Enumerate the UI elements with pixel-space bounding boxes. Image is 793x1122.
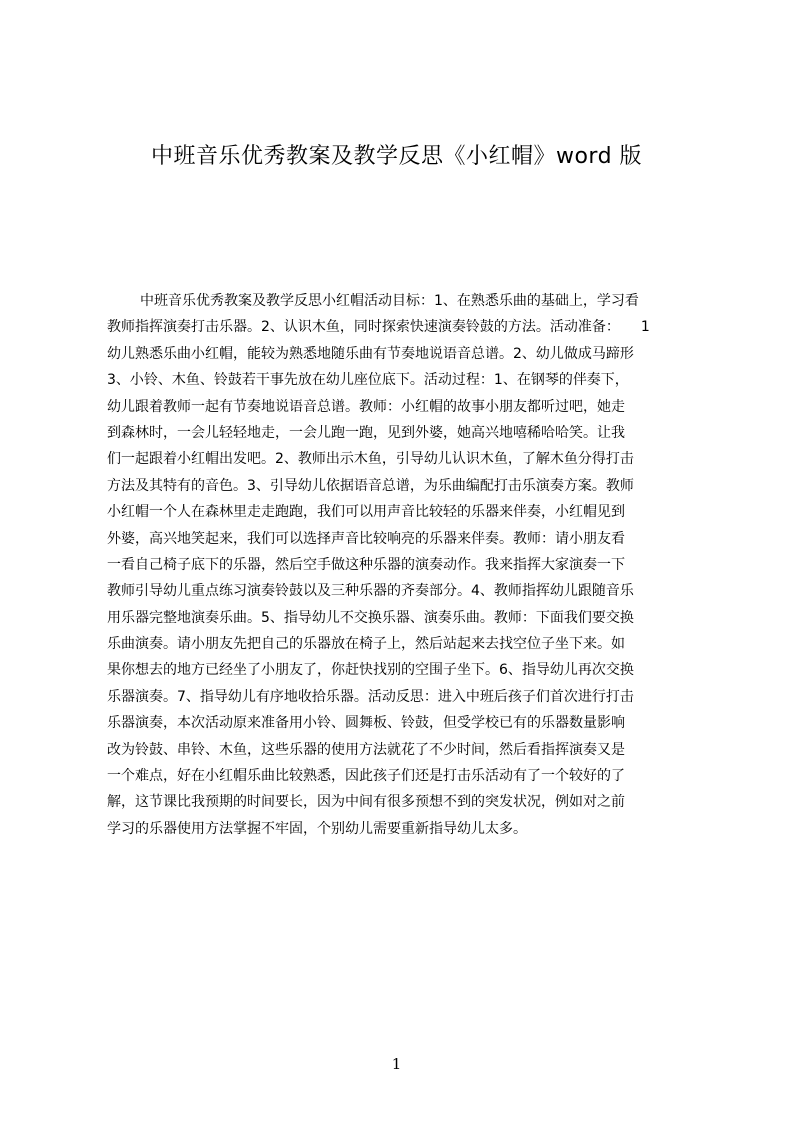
text-line: 果你想去的地方已经坐了小朋友了，你赶快找别的空围子坐下。6、指导幼儿再次交换: [107, 662, 634, 679]
document-title: 中班音乐优秀教案及教学反思《小红帽》word 版: [150, 144, 643, 169]
text-line: 改为铃鼓、串铃、木鱼，这些乐器的使用方法就花了不少时间，然后看指挥演奏又是: [107, 741, 625, 758]
text-line: 幼儿跟着教师一起有节奏地说语音总谱。教师：小红帽的故事小朋友都听过吧，她走: [107, 398, 625, 415]
text-line: 解，这节课比我预期的时间要长，因为中间有很多预想不到的突发状况，例如对之前: [107, 794, 625, 811]
page-number: 1: [391, 1055, 402, 1073]
text-line: 们一起跟着小红帽出发吧。2、教师出示木鱼，引导幼儿认识木鱼，了解木鱼分得打击: [107, 451, 634, 468]
text-line: 学习的乐器使用方法掌握不牢固，个别幼儿需要重新指导幼儿太多。: [107, 820, 527, 837]
text-line: 一个难点，好在小红帽乐曲比较熟悉，因此孩子们还是打击乐活动有了一个较好的了: [107, 768, 625, 785]
text-line: 教师指挥演奏打击乐器。2、认识木鱼，同时探索快速演奏铃鼓的方法。活动准备： 1: [107, 319, 650, 336]
text-line: 中班音乐优秀教案及教学反思小红帽活动目标：1、在熟悉乐曲的基础上，学习看: [140, 293, 639, 309]
text-line: 乐器演奏。7、指导幼儿有序地收拾乐器。活动反思：进入中班后孩子们首次进行打击: [107, 688, 634, 705]
text-line: 外婆，高兴地笑起来，我们可以选择声音比较响亮的乐器来伴奏。教师：请小朋友看: [107, 530, 625, 547]
text-line: 教师引导幼儿重点练习演奏铃鼓以及三种乐器的齐奏部分。4、教师指挥幼儿跟随音乐: [107, 583, 634, 600]
text-line: 到森林时，一会儿轻轻地走，一会儿跑一跑，见到外婆，她高兴地嘻稀哈哈笑。让我: [107, 424, 625, 441]
text-line: 小红帽一个人在森林里走走跑跑，我们可以用声音比较轻的乐器来伴奏，小红帽见到: [107, 504, 625, 521]
text-line: 用乐器完整地演奏乐曲。5、指导幼儿不交换乐器、演奏乐曲。教师：下面我们要交换: [107, 609, 634, 626]
text-line: 方法及其特有的音色。3、引导幼儿依据语音总谱，为乐曲编配打击乐演奏方案。教师: [107, 477, 634, 494]
text-line: 幼儿熟悉乐曲小红帽，能较为熟悉地随乐曲有节奏地说语音总谱。2、幼儿做成马蹄形: [107, 345, 634, 362]
text-line: 乐曲演奏。请小朋友先把自己的乐器放在椅子上，然后站起来去找空位子坐下来。如: [107, 636, 625, 653]
text-line: 乐器演奏，本次活动原来准备用小铃、圆舞板、铃鼓，但受学校已有的乐器数量影响: [107, 715, 625, 732]
body-paragraph: [107, 288, 698, 848]
text-line: 3、小铃、木鱼、铃鼓若干事先放在幼儿座位底下。活动过程：1、在钢琴的伴奏下，: [107, 372, 629, 389]
text-line: 一看自己椅子底下的乐器，然后空手做这种乐器的演奏动作。我来指挥大家演奏一下: [107, 556, 625, 573]
